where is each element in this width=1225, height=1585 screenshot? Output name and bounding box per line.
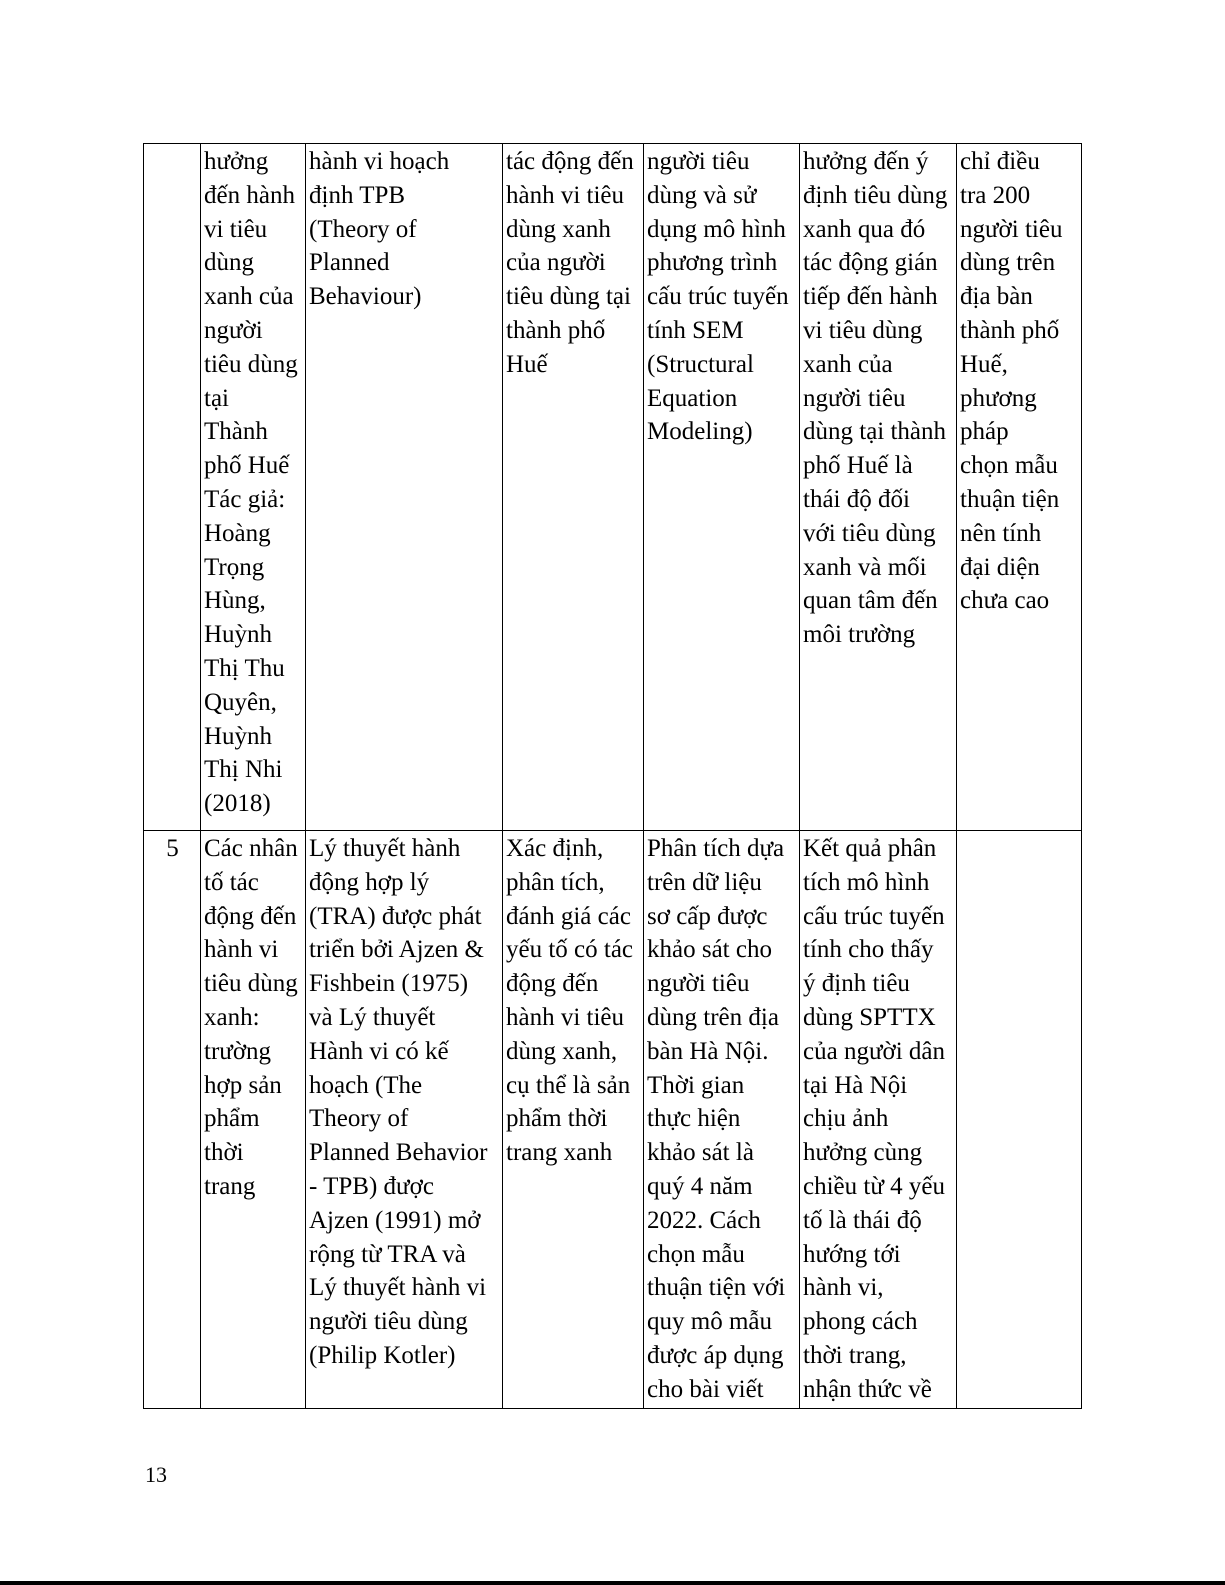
cell-text-line: nhận thức về	[803, 1375, 932, 1403]
cell-text-line: thời	[204, 1139, 244, 1167]
cell-text-line: cho bài viết	[647, 1375, 764, 1403]
cell-text-line: (TRA) được phát	[309, 902, 482, 930]
cell-text-line: phương trình	[647, 249, 778, 277]
cell-text-line: dụng mô hình	[647, 215, 786, 243]
cell-text-line: Modeling)	[647, 418, 753, 446]
cell-text-line: khảo sát là	[647, 1139, 754, 1167]
cell-text-line: yếu tố có tác	[506, 936, 634, 964]
cell-text-line: của người dân	[803, 1037, 946, 1065]
cell-theory	[306, 831, 503, 1409]
cell-text-line: thái độ đối	[803, 485, 910, 513]
cell-text-line: phố Huế	[204, 452, 290, 480]
cell-text-line: thực hiện	[647, 1105, 741, 1133]
cell-text-line: phẩm	[204, 1105, 260, 1133]
cell-text-line: dùng và sử	[647, 181, 757, 209]
cell-text-line: đến hành	[204, 181, 295, 209]
cell-text-line: định TPB	[309, 181, 406, 209]
cell-text-line: chọn mẫu	[960, 452, 1058, 480]
table-row	[144, 144, 1082, 831]
cell-text-line: Huỳnh	[204, 722, 273, 750]
cell-text-line: Phân tích dựa	[647, 835, 785, 862]
cell-text-line: Lý thuyết hành	[309, 835, 461, 862]
cell-text-line: Ajzen (1991) mở	[309, 1206, 481, 1234]
cell-text-line: hưởng đến ý	[803, 148, 929, 175]
cell-text-line: người tiêu dùng	[309, 1308, 468, 1336]
cell-text-line: dùng	[204, 249, 254, 277]
cell-text-line: và Lý thuyết	[309, 1003, 436, 1031]
cell-text-line: Behaviour)	[309, 283, 422, 311]
cell-text-line: ý định tiêu	[803, 970, 910, 998]
cell-text-line: hành vi tiêu	[506, 181, 625, 209]
cell-text-line: trang	[204, 1172, 256, 1200]
cell-no	[144, 144, 201, 831]
cell-text-line: bàn Hà Nội.	[647, 1037, 769, 1065]
cell-text-line: xanh:	[204, 1003, 260, 1031]
cell-text-line: rộng từ TRA và	[309, 1240, 466, 1268]
cell-text-line: môi trường	[803, 621, 916, 649]
cell-text-line: tiêu dùng	[204, 350, 298, 378]
cell-text-line: tiêu dùng	[204, 970, 298, 998]
cell-text-line: địa bàn	[960, 283, 1033, 311]
cell-text-line: dùng trên địa	[647, 1003, 779, 1031]
cell-method	[644, 831, 800, 1409]
cell-text-line: tại	[204, 384, 229, 412]
cell-text-line: phố Huế là	[803, 452, 913, 480]
cell-text-line: quý 4 năm	[647, 1172, 753, 1200]
cell-text-line: hưởng	[204, 148, 269, 175]
cell-text-line: Planned Behavior	[309, 1139, 488, 1167]
cell-text-line: quy mô mẫu	[647, 1308, 772, 1336]
cell-text-line: (Theory of	[309, 215, 417, 243]
cell-text-line: trường	[204, 1037, 272, 1065]
cell-text-line: tố là thái độ	[803, 1206, 922, 1234]
cell-text-line: xanh của	[803, 350, 893, 378]
cell-text-line: hướng tới	[803, 1240, 901, 1268]
cell-method	[644, 144, 800, 831]
cell-text-line: (2018)	[204, 790, 271, 818]
cell-text-line: thời trang,	[803, 1341, 907, 1369]
cell-text-line: động đến	[506, 970, 599, 998]
cell-text-line: của người	[506, 249, 606, 277]
bottom-edge-rule	[0, 1581, 1225, 1585]
cell-text-line: vi tiêu	[204, 215, 268, 243]
cell-text-line: Lý thuyết hành vi	[309, 1274, 487, 1302]
cell-text-line: tính SEM	[647, 316, 744, 344]
cell-limitation	[957, 144, 1082, 831]
cell-text-line: Huế,	[960, 350, 1008, 378]
cell-text-line: cấu trúc tuyến	[647, 283, 789, 311]
cell-no	[144, 831, 201, 1409]
cell-text-line: Theory of	[309, 1105, 409, 1133]
cell-text-line: đánh giá các	[506, 902, 631, 930]
cell-text-line: hành vi,	[803, 1274, 884, 1302]
cell-text-line: nên tính	[960, 519, 1042, 547]
cell-study-title	[201, 831, 306, 1409]
cell-text-line: Thị Thu	[204, 654, 285, 682]
cell-text-line: vi tiêu dùng	[803, 316, 923, 344]
cell-text-line: với tiêu dùng	[803, 519, 936, 547]
cell-text-line: Xác định,	[506, 835, 604, 862]
cell-text-line: Fishbein (1975)	[309, 970, 469, 998]
cell-text-line: Huế	[506, 350, 548, 378]
cell-text-line: đại diện	[960, 553, 1040, 581]
cell-text-line: quan tâm đến	[803, 587, 938, 615]
cell-text-line: tác động đến	[506, 148, 634, 175]
cell-text-line: thuận tiện với	[647, 1274, 786, 1302]
cell-text-line: Equation	[647, 384, 738, 412]
cell-text-line: tố tác	[204, 868, 259, 896]
cell-result	[800, 831, 957, 1409]
cell-text-line: người tiêu	[960, 215, 1063, 243]
cell-text-line: dùng SPTTX	[803, 1003, 936, 1031]
cell-theory	[306, 144, 503, 831]
cell-text-line: phân tích,	[506, 868, 605, 896]
cell-text-line: định tiêu dùng	[803, 181, 948, 209]
cell-text-line: thành phố	[960, 316, 1060, 344]
cell-text-line: người tiêu	[803, 384, 906, 412]
cell-text-line: Hoàng	[204, 519, 271, 547]
cell-text-line: xanh và mối	[803, 553, 927, 581]
cell-text-line: hành vi	[204, 936, 279, 964]
cell-text-line: hành vi hoạch	[309, 148, 450, 175]
cell-objective	[503, 831, 644, 1409]
cell-text-line: hành vi tiêu	[506, 1003, 625, 1031]
cell-text-line: dùng xanh,	[506, 1037, 618, 1065]
cell-text-line: động hợp lý	[309, 868, 430, 896]
cell-text-line: dùng tại thành	[803, 418, 947, 446]
cell-text-line: 2022. Cách	[647, 1206, 761, 1234]
cell-text-line: thành phố	[506, 316, 606, 344]
cell-text-line: người tiêu	[647, 148, 750, 175]
cell-text-line: cấu trúc tuyến	[803, 902, 945, 930]
cell-text-line: người tiêu	[647, 970, 750, 998]
cell-text-line: chưa cao	[960, 587, 1050, 615]
cell-text-line: dùng trên	[960, 249, 1056, 277]
cell-text-line: động đến	[204, 902, 297, 930]
cell-result	[800, 144, 957, 831]
cell-text-line: pháp	[960, 418, 1009, 446]
cell-study-title	[201, 144, 306, 831]
cell-text-line: (Structural	[647, 350, 754, 378]
cell-text-line: cụ thể là sản	[506, 1071, 631, 1099]
cell-text-line: người	[204, 316, 263, 344]
cell-text-line: Tác giả:	[204, 485, 286, 513]
cell-text-line: triển bởi Ajzen &	[309, 936, 484, 964]
cell-text-line: tiếp đến hành	[803, 283, 938, 311]
cell-text-line: sơ cấp được	[647, 902, 768, 930]
cell-text-line: trang xanh	[506, 1139, 613, 1167]
cell-text-line: chọn mẫu	[647, 1240, 745, 1268]
cell-text-line: tra 200	[960, 181, 1031, 209]
cell-objective	[503, 144, 644, 831]
cell-text-line: khảo sát cho	[647, 936, 772, 964]
cell-text-line: phong cách	[803, 1308, 918, 1336]
page-number: 13	[145, 1462, 167, 1487]
cell-text-line: Thời gian	[647, 1071, 745, 1099]
cell-text-line: thuận tiện	[960, 485, 1060, 513]
cell-text-line: phẩm thời	[506, 1105, 608, 1133]
cell-text-line: tích mô hình	[803, 868, 930, 896]
cell-text-line: chiều từ 4 yếu	[803, 1172, 945, 1200]
cell-text-line: Huỳnh	[204, 621, 273, 649]
cell-text-line: 5	[166, 835, 179, 862]
cell-text-line: tiêu dùng tại	[506, 283, 631, 311]
literature-review-table	[143, 143, 1082, 1409]
table-row	[144, 831, 1082, 1409]
cell-text-line: dùng xanh	[506, 215, 611, 243]
cell-text-line: hưởng cùng	[803, 1139, 923, 1167]
cell-text-line: xanh của	[204, 283, 294, 311]
cell-text-line: được áp dụng	[647, 1341, 784, 1369]
cell-text-line: Quyên,	[204, 688, 277, 716]
cell-text-line: xanh qua đó	[803, 215, 926, 243]
cell-text-line: Kết quả phân	[803, 835, 937, 862]
cell-text-line: chịu ảnh	[803, 1105, 889, 1133]
cell-text-line: hợp sản	[204, 1071, 282, 1099]
cell-text-line: Các nhân	[204, 835, 298, 862]
cell-text-line: tại Hà Nội	[803, 1071, 908, 1099]
cell-text-line: trên dữ liệu	[647, 868, 762, 896]
cell-text-line: Thị Nhi	[204, 756, 283, 784]
cell-limitation	[957, 831, 1082, 1409]
cell-text-line: hoạch (The	[309, 1071, 423, 1099]
cell-text-line: Thành	[204, 418, 268, 446]
cell-text-line: phương	[960, 384, 1037, 412]
cell-text-line: Hành vi có kế	[309, 1037, 449, 1065]
cell-text-line: (Philip Kotler)	[309, 1341, 456, 1369]
cell-text-line: tác động gián	[803, 249, 938, 277]
cell-text-line: Planned	[309, 249, 390, 277]
cell-text-line: tính cho thấy	[803, 936, 934, 964]
cell-text-line: - TPB) được	[309, 1172, 434, 1200]
cell-text-line: chỉ điều	[960, 148, 1040, 175]
cell-text-line: Hùng,	[204, 587, 266, 615]
cell-text-line: Trọng	[204, 553, 265, 581]
